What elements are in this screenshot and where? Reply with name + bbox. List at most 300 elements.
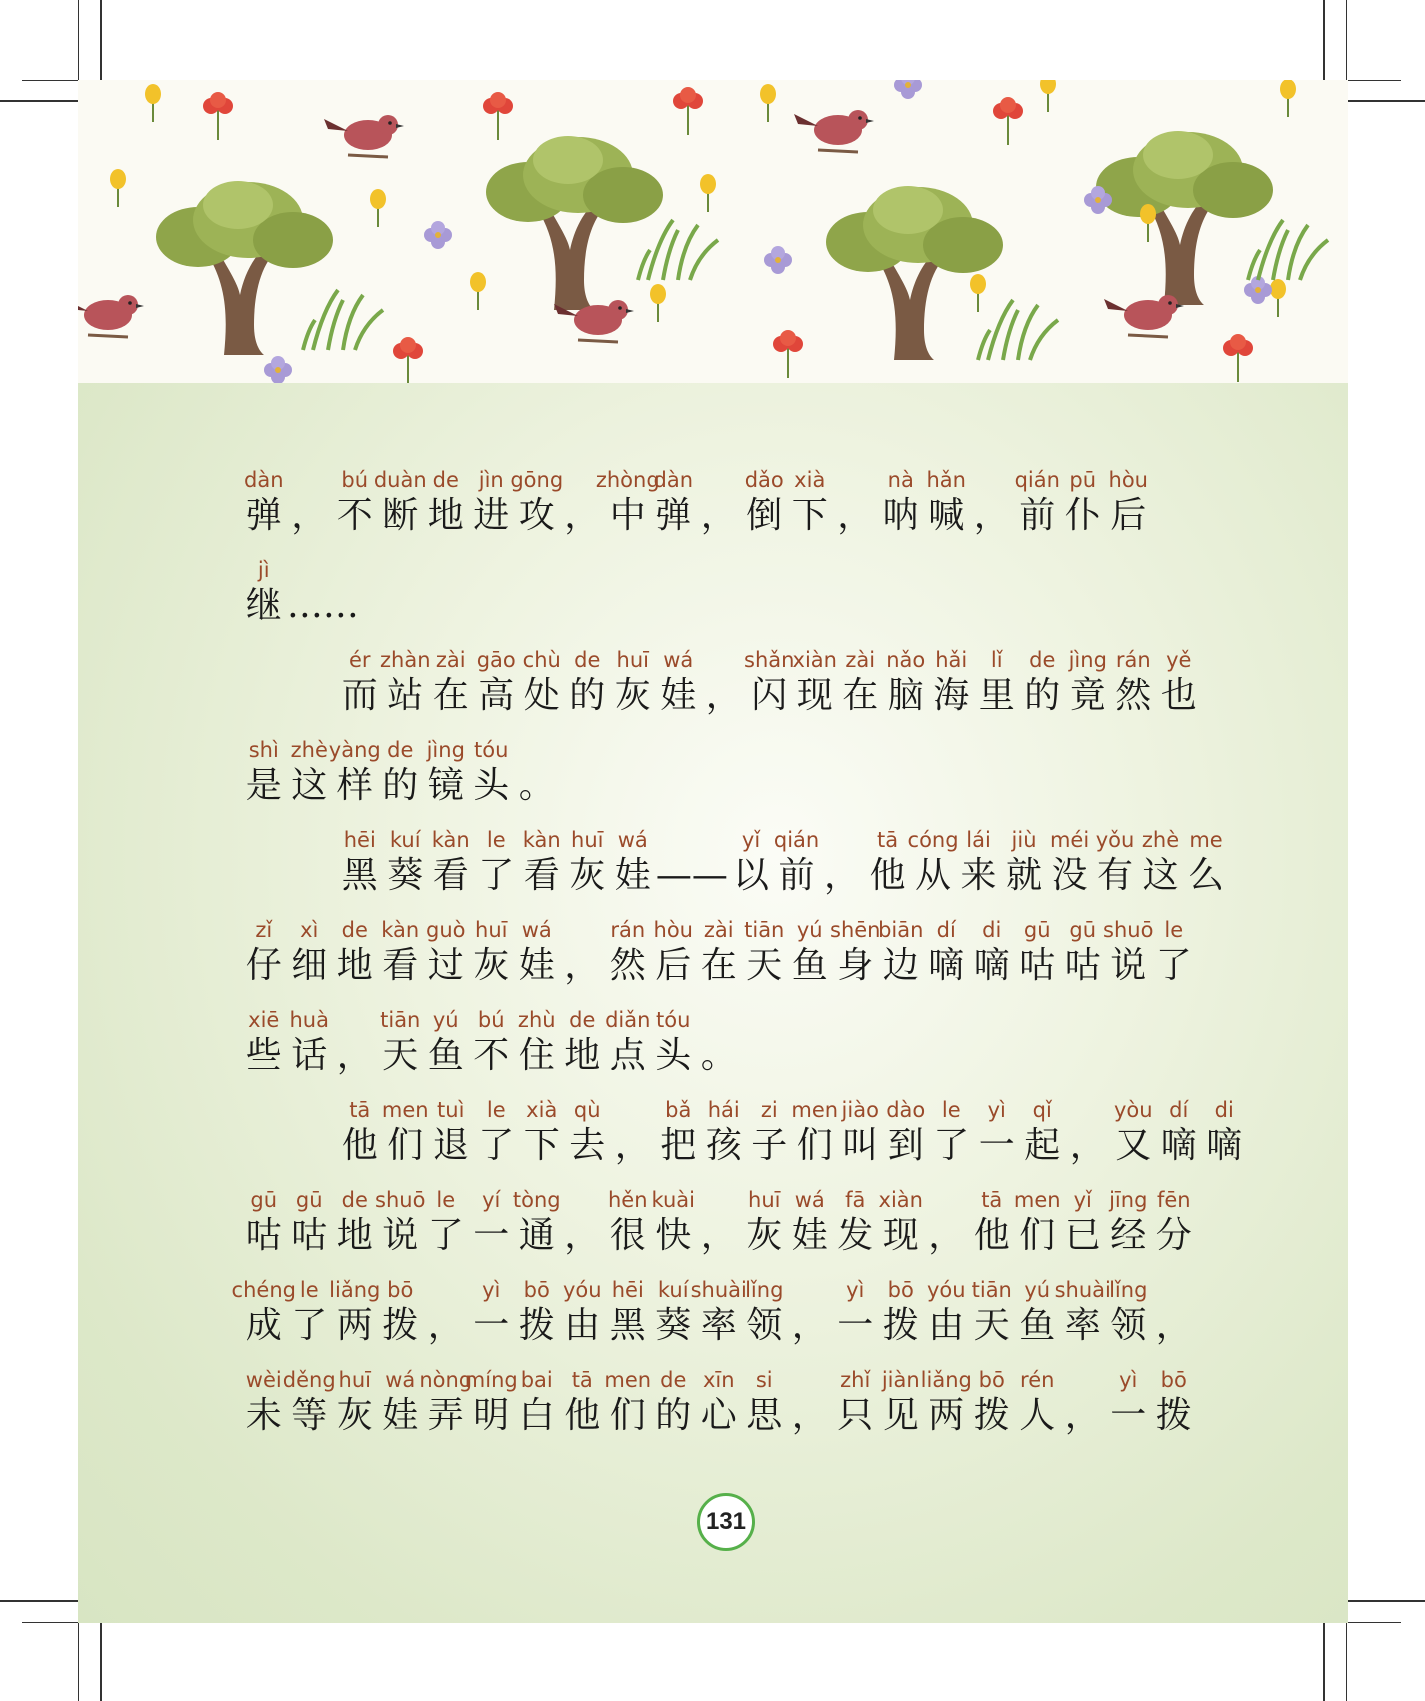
pinyin-syllable: bō (978, 1368, 1005, 1392)
pinyin-syllable: men (381, 1098, 429, 1122)
pinyin-syllable: cóng (907, 828, 959, 852)
pinyin-syllable: yì (846, 1278, 865, 1302)
hanzi-char: 地 (336, 1215, 373, 1256)
hanzi-char: 然 (609, 945, 646, 986)
hanzi-char: 明 (473, 1395, 510, 1436)
pinyin-syllable: di (1214, 1098, 1234, 1122)
hanzi-char: 断 (382, 495, 419, 536)
pinyin-syllable: tuì (437, 1098, 465, 1122)
tree-icon (156, 181, 333, 355)
pinyin-syllable: yǐ (741, 828, 761, 852)
hanzi-char: 娃 (518, 945, 555, 986)
pinyin-syllable: zi (760, 1098, 778, 1122)
pinyin-syllable: di (982, 918, 1002, 942)
pinyin-syllable: yú (1024, 1278, 1051, 1302)
hanzi-char: 等 (291, 1395, 328, 1436)
crop-mark (1346, 0, 1347, 80)
hanzi-char: 嘀 (928, 945, 965, 986)
hanzi-char: 白 (518, 1395, 555, 1436)
pinyin-syllable: de (569, 1008, 596, 1032)
flower-icon (760, 84, 776, 122)
pinyin-syllable: kuí (389, 828, 421, 852)
flower-icon (764, 246, 792, 274)
flower-icon (203, 92, 233, 140)
hanzi-char: 现 (882, 1215, 919, 1256)
crop-mark (1346, 80, 1401, 81)
hanzi-char: 心 (700, 1395, 737, 1436)
hanzi-char: 细 (291, 945, 328, 986)
bird-icon (1104, 295, 1184, 337)
hanzi-char: 咕 (1064, 945, 1101, 986)
flower-icon (1270, 279, 1286, 317)
pinyin-syllable: guò (426, 918, 466, 942)
hanzi-char: 嘀 (973, 945, 1010, 986)
text-line (78, 558, 1348, 648)
pinyin-syllable: lǐ (990, 648, 1003, 672)
hanzi-char: 不 (473, 1035, 510, 1076)
pinyin-syllable: chù (522, 648, 561, 672)
hanzi-char: 他 (341, 1125, 378, 1166)
hanzi-char: 呐 (882, 495, 919, 536)
hanzi-char: 已 (1064, 1215, 1101, 1256)
pinyin-syllable: xià (526, 1098, 558, 1122)
hanzi-char: 经 (1110, 1215, 1147, 1256)
hanzi-char: 来 (960, 855, 997, 896)
pinyin-syllable: hòu (1108, 468, 1148, 492)
hanzi-char: 咕 (1019, 945, 1056, 986)
hanzi-char: 了 (933, 1125, 970, 1166)
hanzi-char: 竟 (1069, 675, 1106, 716)
pinyin-syllable: míng (464, 1368, 518, 1392)
hanzi-char: 分 (1155, 1215, 1192, 1256)
hanzi-char: ， (336, 1035, 373, 1076)
hanzi-char: 喊 (928, 495, 965, 536)
hanzi-char: 人 (1019, 1395, 1056, 1436)
hanzi-char: 住 (518, 1035, 555, 1076)
hanzi-char: 前 (778, 855, 815, 896)
pinyin-syllable: duàn (373, 468, 427, 492)
pinyin-syllable: huī (571, 828, 604, 852)
pinyin-syllable: rén (1020, 1368, 1055, 1392)
pinyin-syllable: qǐ (1032, 1098, 1052, 1122)
pinyin-syllable: de (341, 918, 368, 942)
hanzi-char: 了 (478, 1125, 515, 1166)
hanzi-char: 通 (518, 1215, 555, 1256)
hanzi-char: 处 (523, 675, 560, 716)
pinyin-syllable: zhù (517, 1008, 556, 1032)
pinyin-syllable: wá (663, 648, 694, 672)
hanzi-char: 拨 (382, 1305, 419, 1346)
pinyin-syllable: qián (1014, 468, 1060, 492)
hanzi-char: 娃 (614, 855, 651, 896)
hanzi-char: 以 (733, 855, 770, 896)
hanzi-char: 说 (382, 1215, 419, 1256)
pinyin-syllable: yú (432, 1008, 459, 1032)
hanzi-char: 葵 (387, 855, 424, 896)
pinyin-syllable: huà (289, 1008, 329, 1032)
hanzi-char: ， (564, 1215, 601, 1256)
pinyin-syllable: méi (1049, 828, 1090, 852)
flower-icon (1223, 334, 1253, 382)
pinyin-syllable: xiē (248, 1008, 280, 1032)
pinyin-syllable: qián (773, 828, 820, 852)
hanzi-char: 娃 (660, 675, 697, 716)
pinyin-syllable: liǎng (329, 1278, 381, 1302)
crop-mark (1346, 1622, 1401, 1623)
pinyin-syllable: huī (338, 1368, 371, 1392)
hanzi-char: 拨 (973, 1395, 1010, 1436)
pinyin-syllable: yě (1166, 648, 1192, 672)
hanzi-char: 把 (660, 1125, 697, 1166)
hanzi-char: 些 (245, 1035, 282, 1076)
hanzi-char: 在 (700, 945, 737, 986)
pinyin-syllable: tiān (971, 1278, 1012, 1302)
hanzi-char: 叫 (842, 1125, 879, 1166)
hanzi-char: 现 (796, 675, 833, 716)
hanzi-char: 见 (882, 1395, 919, 1436)
hanzi-char: 前 (1019, 495, 1056, 536)
pinyin-syllable: shuài (1054, 1278, 1111, 1302)
pinyin-syllable: de (574, 648, 601, 672)
hanzi-char: 。 (518, 765, 555, 806)
pinyin-syllable: wá (385, 1368, 416, 1392)
hanzi-char: 海 (933, 675, 970, 716)
hanzi-char: 高 (478, 675, 515, 716)
hanzi-char: 仔 (245, 945, 282, 986)
grass-icon (978, 300, 1058, 360)
pinyin-syllable: hǎi (935, 648, 968, 672)
hanzi-char: 倒 (746, 495, 783, 536)
hanzi-char: 了 (427, 1215, 464, 1256)
pinyin-syllable: wá (617, 828, 648, 852)
pinyin-syllable: yǐ (1073, 1188, 1092, 1212)
pinyin-syllable: men (1013, 1188, 1061, 1212)
hanzi-char: 一 (837, 1305, 874, 1346)
hanzi-char: 了 (1155, 945, 1192, 986)
pinyin-syllable: huī (616, 648, 649, 672)
pinyin-syllable: jīng (1109, 1188, 1148, 1212)
pinyin-syllable: tóu (474, 738, 509, 762)
pinyin-syllable: nǎo (886, 648, 926, 672)
hanzi-char: 看 (432, 855, 469, 896)
hanzi-char: 弹 (655, 495, 692, 536)
hanzi-char: 天 (382, 1035, 419, 1076)
pinyin-syllable: nòng (419, 1368, 473, 1392)
pinyin-syllable: fā (845, 1188, 866, 1212)
pinyin-syllable: dào (886, 1098, 926, 1122)
text-line (78, 1098, 1348, 1188)
pinyin-syllable: le (486, 828, 506, 852)
hanzi-char: 灰 (336, 1395, 373, 1436)
pinyin-syllable: yì (1119, 1368, 1138, 1392)
hanzi-char: 的 (655, 1395, 692, 1436)
hanzi-char: ， (1064, 1395, 1101, 1436)
hanzi-char: 弹 (245, 495, 282, 536)
hanzi-char: ， (564, 945, 601, 986)
pinyin-syllable: shuō (1103, 918, 1154, 942)
hanzi-char: 天 (973, 1305, 1010, 1346)
pinyin-syllable: le (486, 1098, 506, 1122)
hanzi-char: 率 (1064, 1305, 1101, 1346)
bird-icon (324, 115, 404, 157)
hanzi-char: 们 (387, 1125, 424, 1166)
flower-icon (1244, 276, 1272, 304)
hanzi-char: 后 (655, 945, 692, 986)
flower-icon (470, 272, 486, 310)
flower-icon (650, 284, 666, 322)
hanzi-char: 娃 (382, 1395, 419, 1436)
pinyin-syllable: gū (1023, 918, 1051, 942)
pinyin-syllable: tòng (512, 1188, 561, 1212)
pinyin-syllable: pū (1069, 468, 1097, 492)
hanzi-char: 领 (746, 1305, 783, 1346)
flower-icon (483, 92, 513, 140)
hanzi-char: 地 (427, 495, 464, 536)
hanzi-char: 说 (1110, 945, 1147, 986)
pinyin-syllable: zhè (290, 738, 328, 762)
crop-mark (1346, 1622, 1347, 1701)
pinyin-syllable: gū (250, 1188, 278, 1212)
pinyin-syllable: rán (610, 918, 646, 942)
hanzi-char: 一 (978, 1125, 1015, 1166)
pinyin-syllable: yàng (328, 738, 381, 762)
hanzi-char: ， (427, 1305, 464, 1346)
pinyin-syllable: kàn (431, 828, 470, 852)
hanzi-char: 成 (245, 1305, 282, 1346)
page-number: 131 (697, 1493, 755, 1551)
pinyin-syllable: diǎn (605, 1008, 651, 1032)
hanzi-char: 由 (928, 1305, 965, 1346)
flower-icon (424, 221, 452, 249)
hanzi-char: 一 (473, 1215, 510, 1256)
pinyin-syllable: bú (477, 1008, 505, 1032)
hanzi-char: 攻 (518, 495, 555, 536)
hanzi-char: 咕 (245, 1215, 282, 1256)
hanzi-char: 葵 (655, 1305, 692, 1346)
hanzi-char: 思 (746, 1395, 783, 1436)
flower-icon (393, 337, 423, 383)
pinyin-syllable: shuài (690, 1278, 747, 1302)
hanzi-char: 们 (1019, 1215, 1056, 1256)
hanzi-char: 率 (700, 1305, 737, 1346)
pinyin-syllable: jiàn (881, 1368, 920, 1392)
hanzi-char: 他 (564, 1395, 601, 1436)
grass-icon (303, 290, 383, 350)
pinyin-syllable: zhè (1141, 828, 1180, 852)
hanzi-char: 从 (915, 855, 952, 896)
hanzi-char: 这 (1142, 855, 1179, 896)
bird-icon (794, 110, 874, 152)
hanzi-char: 样 (336, 765, 373, 806)
hanzi-char: ， (791, 1395, 828, 1436)
hanzi-char: 的 (569, 675, 606, 716)
text-line (78, 1368, 1348, 1458)
hanzi-char: 快 (655, 1215, 692, 1256)
pinyin-syllable: dí (1169, 1098, 1189, 1122)
pinyin-syllable: zhǐ (840, 1368, 871, 1392)
tree-icon (826, 186, 1003, 360)
hanzi-char: 嘀 (1206, 1125, 1243, 1166)
pinyin-syllable: hǎn (926, 468, 966, 492)
pinyin-syllable: gāo (476, 648, 516, 672)
pinyin-syllable: yì (987, 1098, 1006, 1122)
pinyin-syllable: yì (482, 1278, 501, 1302)
pinyin-syllable: bō (1160, 1368, 1187, 1392)
hanzi-char: 们 (796, 1125, 833, 1166)
hanzi-char: ， (791, 1305, 828, 1346)
pinyin-syllable: bō (887, 1278, 914, 1302)
hanzi-char: 们 (609, 1395, 646, 1436)
hanzi-char: 地 (336, 945, 373, 986)
hanzi-char: 不 (336, 495, 373, 536)
hanzi-char: ， (824, 855, 861, 896)
text-line (78, 1008, 1348, 1098)
hanzi-char: 发 (837, 1215, 874, 1256)
hanzi-char: 了 (478, 855, 515, 896)
hanzi-char: 拨 (518, 1305, 555, 1346)
pinyin-syllable: bai (520, 1368, 553, 1392)
pinyin-syllable: gū (1069, 918, 1097, 942)
hanzi-char: 子 (751, 1125, 788, 1166)
pinyin-syllable: tā (981, 1188, 1003, 1212)
pinyin-syllable: bǎ (665, 1098, 692, 1122)
hanzi-char: ， (700, 1215, 737, 1256)
pinyin-syllable: men (604, 1368, 652, 1392)
hanzi-char: ， (700, 495, 737, 536)
pinyin-syllable: de (660, 1368, 687, 1392)
flower-icon (700, 174, 716, 212)
pinyin-syllable: jiào (841, 1098, 879, 1122)
pinyin-syllable: nà (887, 468, 914, 492)
hanzi-char: ， (1069, 1125, 1106, 1166)
text-line (78, 738, 1348, 828)
flower-icon (370, 189, 386, 227)
decorative-banner (78, 80, 1348, 383)
pinyin-syllable: jìng (1068, 648, 1107, 672)
grass-icon (1248, 220, 1328, 280)
flower-icon (673, 87, 703, 135)
flower-icon (894, 80, 922, 99)
pinyin-syllable: le (299, 1278, 319, 1302)
hanzi-char: 没 (1051, 855, 1088, 896)
hanzi-char: ， (973, 495, 1010, 536)
hanzi-char: 了 (291, 1305, 328, 1346)
hanzi-char: 这 (291, 765, 328, 806)
hanzi-char: 退 (432, 1125, 469, 1166)
hanzi-char: 很 (609, 1215, 646, 1256)
hanzi-char: 站 (387, 675, 424, 716)
pinyin-syllable: lái (966, 828, 991, 852)
pinyin-syllable: tā (349, 1098, 371, 1122)
hanzi-char: 。 (700, 1035, 737, 1076)
hanzi-char: ， (614, 1125, 651, 1166)
pinyin-syllable: zhòng (595, 468, 660, 492)
pinyin-syllable: hēi (343, 828, 376, 852)
hanzi-char: 是 (245, 765, 282, 806)
hanzi-char: 有 (1097, 855, 1134, 896)
pinyin-syllable: rán (1115, 648, 1151, 672)
pinyin-syllable: xià (794, 468, 826, 492)
pinyin-syllable: lǐng (745, 1278, 784, 1302)
pinyin-syllable: xiàn (878, 1188, 923, 1212)
pinyin-syllable: le (436, 1188, 456, 1212)
hanzi-char: 身 (837, 945, 874, 986)
pinyin-syllable: děng (282, 1368, 336, 1392)
hanzi-char: 他 (973, 1215, 1010, 1256)
pinyin-syllable: shì (248, 738, 279, 762)
hanzi-char: 地 (564, 1035, 601, 1076)
hanzi-char: 头 (655, 1035, 692, 1076)
hanzi-char: 只 (837, 1395, 874, 1436)
pinyin-syllable: wá (521, 918, 552, 942)
text-line (78, 828, 1348, 918)
pinyin-syllable: jìn (478, 468, 504, 492)
hanzi-char: 边 (882, 945, 919, 986)
flower-icon (970, 274, 986, 312)
hanzi-char: 拨 (1155, 1395, 1192, 1436)
hanzi-char: 点 (609, 1035, 646, 1076)
pinyin-syllable: kuài (651, 1188, 696, 1212)
pinyin-syllable: me (1189, 828, 1223, 852)
flower-icon (145, 84, 161, 122)
hanzi-char: ， (1155, 1305, 1192, 1346)
hanzi-char: 黑 (609, 1305, 646, 1346)
hanzi-char: 灰 (569, 855, 606, 896)
hanzi-char: 里 (978, 675, 1015, 716)
text-line (78, 918, 1348, 1008)
hanzi-char: 两 (336, 1305, 373, 1346)
pinyin-syllable: kàn (381, 918, 420, 942)
hanzi-char: 领 (1110, 1305, 1147, 1346)
pinyin-syllable: xīn (702, 1368, 735, 1392)
pinyin-syllable: dàn (653, 468, 694, 492)
hanzi-char: 嘀 (1160, 1125, 1197, 1166)
hanzi-char: 头 (473, 765, 510, 806)
pinyin-syllable: de (387, 738, 414, 762)
pinyin-syllable: hái (707, 1098, 740, 1122)
pinyin-syllable: jì (257, 558, 270, 582)
flower-icon (1040, 80, 1056, 112)
hanzi-char: 看 (523, 855, 560, 896)
pinyin-syllable: tiān (380, 1008, 421, 1032)
pinyin-syllable: ér (348, 648, 371, 672)
text-line (78, 1188, 1348, 1278)
pinyin-syllable: de (432, 468, 459, 492)
pinyin-syllable: yòu (1113, 1098, 1153, 1122)
pinyin-syllable: kuí (657, 1278, 689, 1302)
pinyin-syllable: yóu (562, 1278, 602, 1302)
hanzi-char: 他 (869, 855, 906, 896)
hanzi-char: ， (564, 495, 601, 536)
pinyin-syllable: de (1029, 648, 1056, 672)
hanzi-char: ， (705, 675, 742, 716)
tree-icon (486, 136, 663, 310)
hanzi-char: 两 (928, 1395, 965, 1436)
hanzi-char: 然 (1115, 675, 1152, 716)
hanzi-char: 一 (473, 1305, 510, 1346)
pinyin-syllable: hòu (653, 918, 693, 942)
pinyin-syllable: de (341, 1188, 368, 1212)
hanzi-char: 也 (1160, 675, 1197, 716)
hanzi-char: 灰 (746, 1215, 783, 1256)
pinyin-syllable: gōng (510, 468, 564, 492)
hanzi-char: 而 (341, 675, 378, 716)
pinyin-syllable: bō (387, 1278, 414, 1302)
pinyin-syllable: shuō (375, 1188, 426, 1212)
hanzi-char: 么 (1188, 855, 1225, 896)
hanzi-char: 未 (245, 1395, 282, 1436)
hanzi-char: 进 (473, 495, 510, 536)
